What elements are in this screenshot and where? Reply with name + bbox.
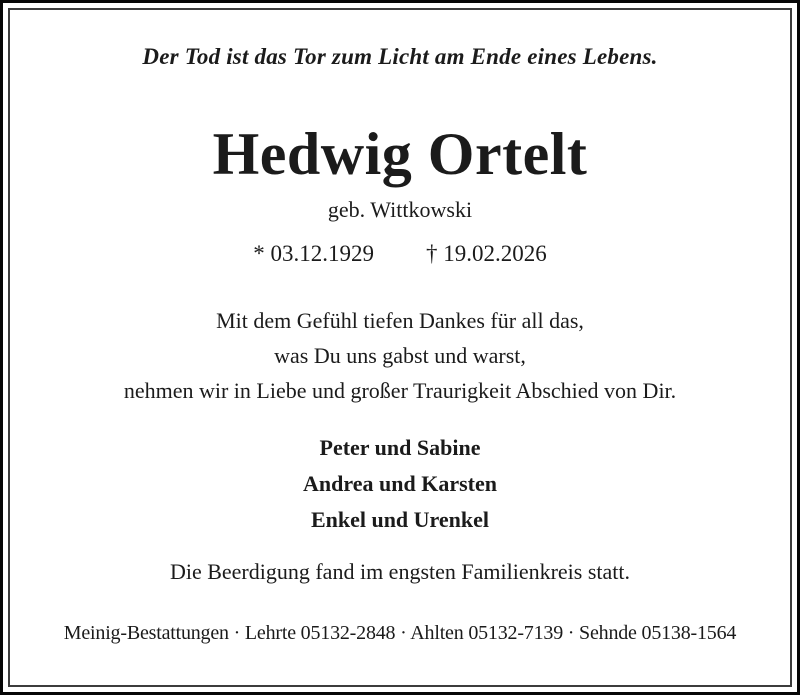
epigraph: Der Tod ist das Tor zum Licht am Ende eines Lebens.: [142, 44, 658, 69]
maiden-name: geb. Wittkowski: [327, 197, 473, 222]
mourner-line: Enkel und Urenkel: [310, 507, 490, 532]
tribute-text: [0, 303, 800, 408]
birth-date: * 03.12.1929: [253, 241, 374, 266]
mourner-line: Andrea und Karsten: [303, 471, 497, 496]
mourner-line: Peter und Sabine: [319, 435, 481, 460]
deceased-name: Hedwig Ortelt: [212, 121, 588, 187]
tribute-line: nehmen wir in Liebe und großer Traurigkeit Abschied von Dir.: [123, 378, 677, 403]
tribute-line: was Du uns gabst und warst,: [274, 343, 526, 368]
death-date: † 19.02.2026: [426, 241, 547, 266]
tribute-line: Mit dem Gefühl tiefen Dankes für all das,: [216, 308, 584, 333]
funeral-home-footer: Meinig-Bestattungen · Lehrte 05132-2848 · Ahlten 05132-7139 · Sehnde 05138-1564: [63, 622, 737, 644]
life-dates-row: [0, 241, 800, 267]
funeral-note: Die Beerdigung fand im engsten Familienkreis statt.: [169, 559, 631, 584]
mourners-list: [0, 430, 800, 538]
